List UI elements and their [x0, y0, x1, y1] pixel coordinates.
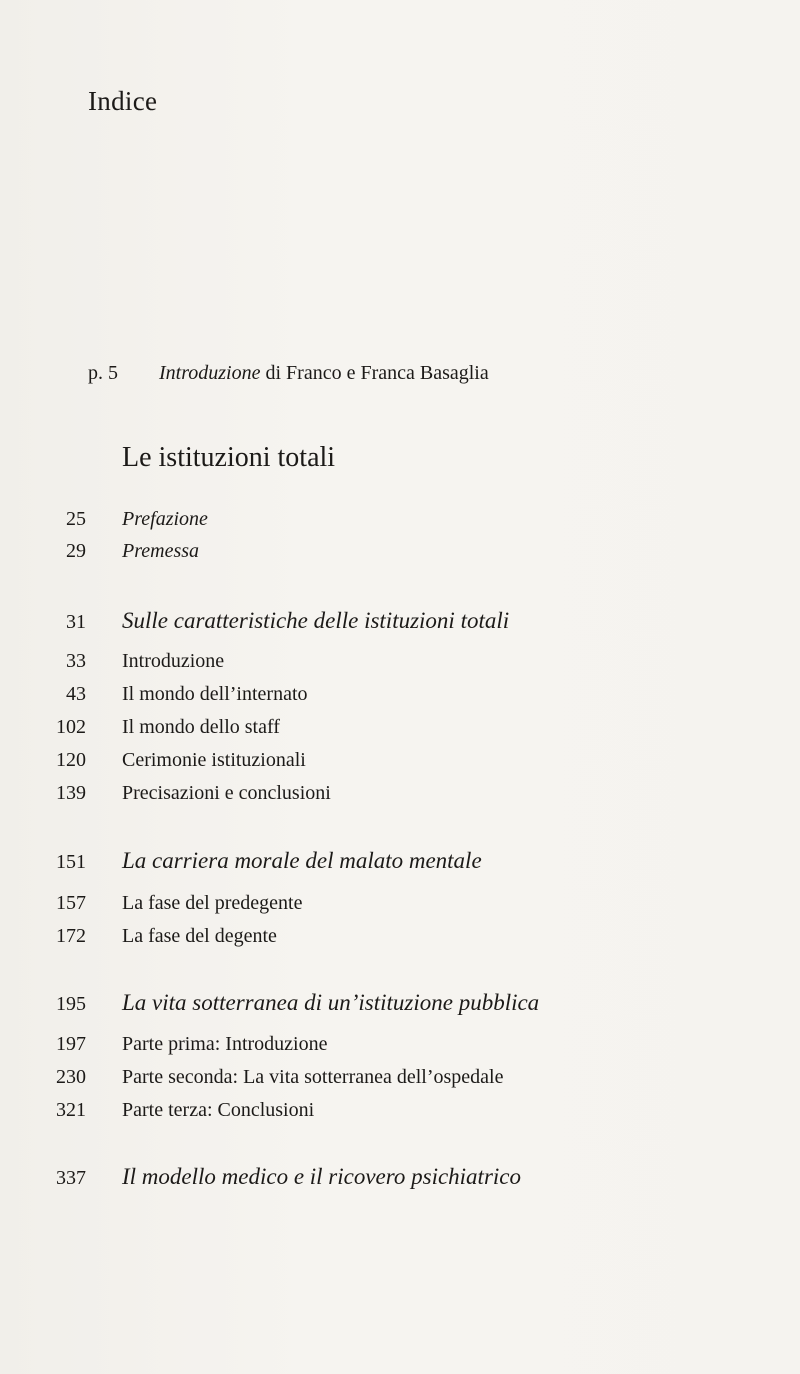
intro-rest-text: di Franco e Franca Basaglia — [260, 362, 489, 384]
toc-page-number: 43 — [66, 683, 86, 705]
toc-entry — [0, 650, 760, 673]
toc-page-number: 230 — [56, 1066, 86, 1088]
toc-entry-title: Il mondo dell’internato — [122, 683, 308, 705]
toc-page-number: 29 — [66, 540, 86, 562]
toc-entry — [0, 683, 760, 706]
toc-page-number: 337 — [56, 1167, 86, 1189]
toc-entry-title: La vita sotterranea di un’istituzione pubblica — [122, 990, 540, 1015]
toc-entry — [0, 540, 760, 563]
book-title-row — [0, 442, 760, 474]
toc-page-number: 197 — [56, 1033, 86, 1055]
toc-page-number: 102 — [56, 716, 86, 738]
toc-entry-title: Il mondo dello staff — [122, 716, 280, 738]
toc-entry-title: Premessa — [122, 540, 200, 562]
toc-entry-title — [159, 362, 489, 385]
toc-entry-title: Parte terza: Conclusioni — [122, 1099, 315, 1121]
toc-page-number: 33 — [66, 650, 86, 672]
toc-entry — [0, 848, 760, 874]
toc-entry — [0, 749, 760, 772]
toc-entry — [0, 1066, 760, 1089]
toc-entry-title: Parte prima: Introduzione — [122, 1033, 328, 1055]
toc-entry — [0, 1164, 760, 1190]
toc-entry-title: Introduzione — [122, 650, 225, 672]
toc-entry — [0, 1099, 760, 1122]
toc-entry — [0, 716, 760, 739]
toc-entry-title: La fase del predegente — [122, 892, 303, 914]
book-title: Le istituzioni totali — [122, 442, 336, 473]
toc-entry — [0, 782, 760, 805]
toc-intro-entry — [0, 362, 760, 385]
toc-entry-title: Prefazione — [122, 508, 208, 530]
toc-page-number: 195 — [56, 993, 86, 1015]
toc-page-number: p. 5 — [88, 362, 118, 384]
page-heading: Indice — [88, 86, 158, 116]
intro-italic-text: Introduzione — [159, 362, 261, 384]
toc-entry-title: Cerimonie istituzionali — [122, 749, 306, 771]
toc-entry — [0, 925, 760, 948]
toc-entry — [0, 608, 760, 634]
toc-entry-title: La fase del degente — [122, 925, 277, 947]
toc-page-number: 139 — [56, 782, 86, 804]
toc-entry-title: Il modello medico e il ricovero psichiatrico — [122, 1164, 521, 1189]
toc-entry — [0, 508, 760, 531]
toc-page-number: 157 — [56, 892, 86, 914]
toc-page-number: 321 — [56, 1099, 86, 1121]
toc-entry-title: Precisazioni e conclusioni — [122, 782, 331, 804]
toc-page-number: 120 — [56, 749, 86, 771]
toc-page-number: 25 — [66, 508, 86, 530]
toc-entry-title: La carriera morale del malato mentale — [122, 848, 482, 873]
toc-entry — [0, 990, 760, 1016]
toc-entry — [0, 1033, 760, 1056]
toc-entry-title: Sulle caratteristiche delle istituzioni totali — [122, 608, 510, 633]
toc-entry-title: Parte seconda: La vita sotterranea dell’ospedale — [122, 1066, 504, 1088]
toc-entry — [0, 892, 760, 915]
toc-page-number: 151 — [56, 851, 86, 873]
toc-page-number: 172 — [56, 925, 86, 947]
toc-page-number: 31 — [66, 611, 86, 633]
